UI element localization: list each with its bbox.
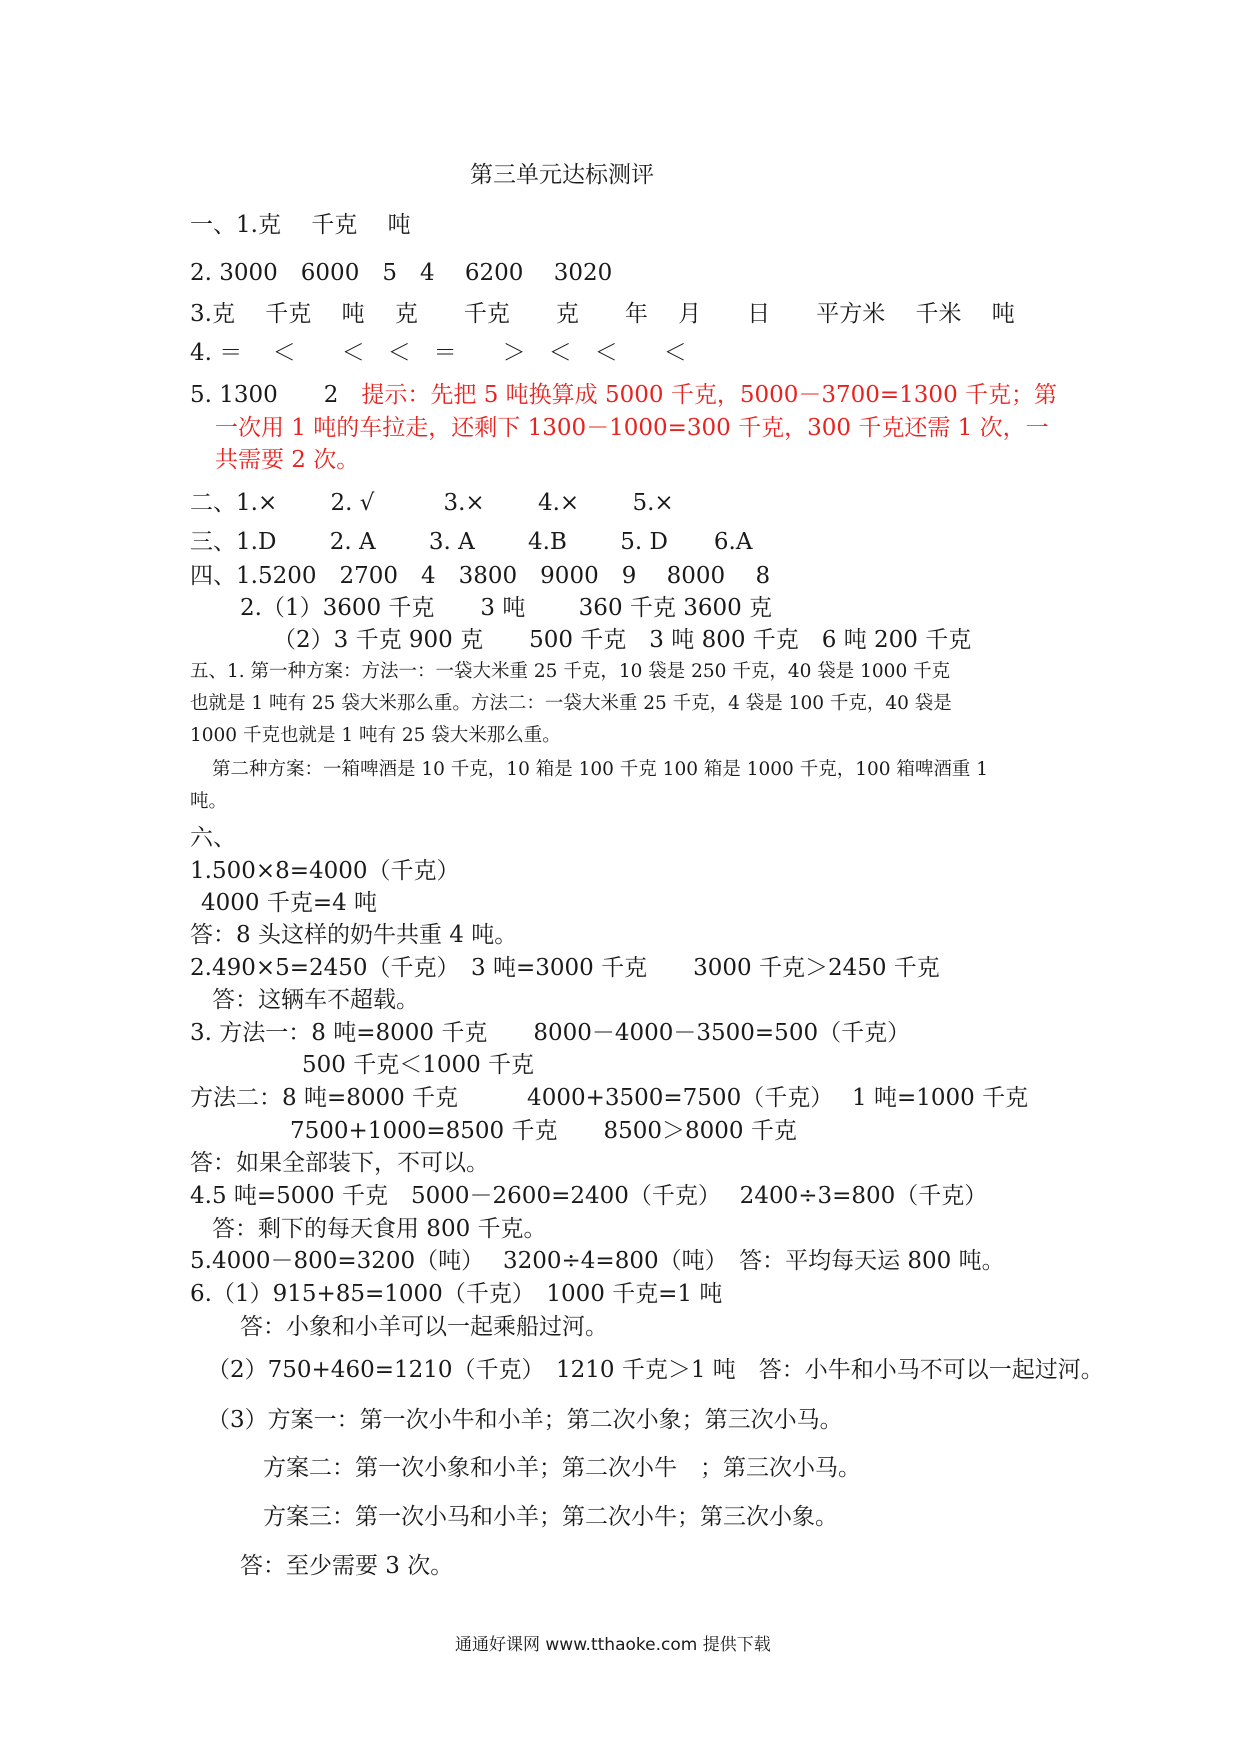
- answer-line: 3. 方法一：8 吨=8000 千克 8000－4000－3500=500（千克）: [190, 1020, 911, 1046]
- answer-line: 4000 千克=4 吨: [201, 890, 378, 916]
- answer-line: 2. 3000 6000 5 4 6200 3020: [190, 260, 613, 286]
- answer-line: [190, 380, 1057, 410]
- answer-line: 答：小象和小羊可以一起乘船过河。: [240, 1314, 608, 1340]
- answer-values: 5. 1300 2: [190, 382, 362, 408]
- answer-line: 吨。: [190, 791, 228, 812]
- answer-line: 四、1.5200 2700 4 3800 9000 9 8000 8: [190, 563, 771, 589]
- page-title: 第三单元达标测评: [470, 162, 654, 188]
- answer-line: 三、1.D 2. A 3. A 4.B 5. D 6.A: [190, 529, 753, 555]
- answer-line: 1.500×8=4000（千克）: [190, 858, 460, 884]
- hint-text: 共需要 2 次。: [215, 447, 360, 473]
- answer-line: 5.4000－800=3200（吨） 3200÷4=800（吨） 答：平均每天运 800 吨。: [190, 1248, 1005, 1274]
- answer-line: 第二种方案：一箱啤酒是 10 千克，10 箱是 100 千克 100 箱是 1000 千克，100 箱啤酒重 1: [212, 759, 989, 780]
- answer-line: 3.克 千克 吨 克 千克 克 年 月 日 平方米 千米 吨: [190, 301, 1015, 327]
- hint-text: 一次用 1 吨的车拉走，还剩下 1300－1000=300 千克，300 千克还需 1 次，一: [215, 415, 1049, 441]
- answer-line: 6.（1）915+85=1000（千克） 1000 千克=1 吨: [190, 1281, 723, 1307]
- answer-line: 一、1.克 千克 吨: [190, 212, 411, 238]
- answer-line: 答：这辆车不超载。: [212, 987, 419, 1013]
- answer-line: 答：剩下的每天食用 800 千克。: [212, 1216, 547, 1242]
- answer-line: 4.5 吨=5000 千克 5000－2600=2400（千克） 2400÷3=800（千克）: [190, 1183, 988, 1209]
- answer-line: 也就是 1 吨有 25 袋大米那么重。方法二：一袋大米重 25 千克，4 袋是 100 千克，40 袋是: [190, 693, 952, 714]
- answer-line: 答：至少需要 3 次。: [240, 1553, 454, 1579]
- answer-line: 2.（1）3600 千克 3 吨 360 千克 3600 克: [240, 595, 773, 621]
- page-footer: 通通好课网 www.tthaoke.com 提供下载: [455, 1635, 771, 1655]
- answer-line: 答：8 头这样的奶牛共重 4 吨。: [190, 922, 518, 948]
- answer-line: （3）方案一：第一次小牛和小羊；第二次小象；第三次小马。: [207, 1407, 843, 1433]
- answer-line: 4. ＝ ＜ ＜ ＜ ＝ ＞ ＜ ＜ ＜: [190, 340, 687, 366]
- answer-line: 答：如果全部装下，不可以。: [190, 1150, 489, 1176]
- answer-line: 五、1. 第一种方案：方法一：一袋大米重 25 千克，10 袋是 250 千克，40 袋是 1000 千克: [190, 661, 951, 682]
- hint-text: 提示：先把 5 吨换算成 5000 千克，5000－3700=1300 千克；第: [361, 382, 1058, 408]
- answer-line: 方法二：8 吨=8000 千克 4000+3500=7500（千克） 1 吨=1000 千克: [190, 1085, 1029, 1111]
- answer-line: （2）750+460=1210（千克） 1210 千克＞1 吨 答：小牛和小马不可以一起过河。: [207, 1357, 1104, 1383]
- answer-line: 方案二：第一次小象和小羊；第二次小牛 ；第三次小马。: [263, 1455, 861, 1481]
- section-heading: 六、: [190, 825, 236, 851]
- answer-line: （2）3 千克 900 克 500 千克 3 吨 800 千克 6 吨 200 千克: [273, 627, 972, 653]
- answer-line: 1000 千克也就是 1 吨有 25 袋大米那么重。: [190, 725, 561, 746]
- answer-line: 500 千克＜1000 千克: [302, 1052, 535, 1078]
- answer-line: 7500+1000=8500 千克 8500＞8000 千克: [290, 1118, 797, 1144]
- answer-line: 二、1.× 2. √ 3.× 4.× 5.×: [190, 490, 674, 516]
- answer-line: 2.490×5=2450（千克） 3 吨=3000 千克 3000 千克＞2450 千克: [190, 955, 940, 981]
- answer-line: 方案三：第一次小马和小羊；第二次小牛；第三次小象。: [263, 1504, 838, 1530]
